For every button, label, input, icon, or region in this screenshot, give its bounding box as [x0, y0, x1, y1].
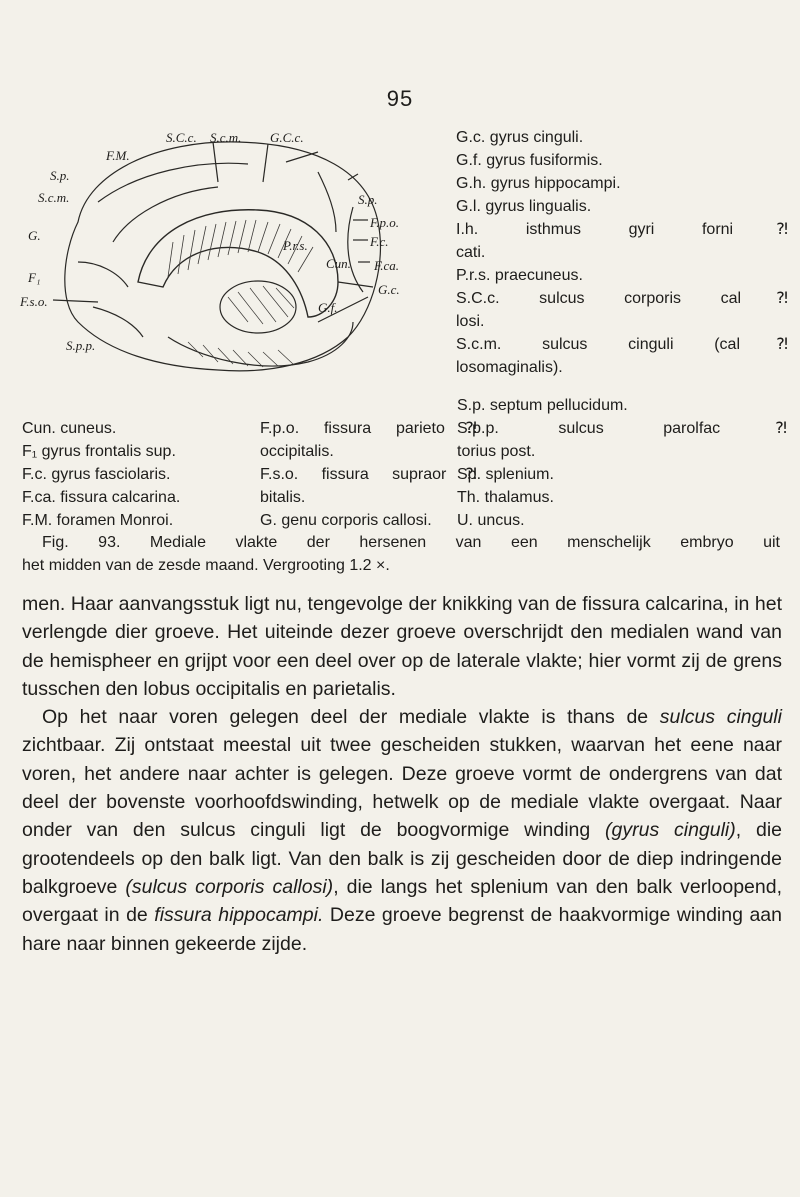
legend-entry: G.c. gyrus cinguli. [456, 129, 584, 146]
legend-entry-cont: losi. [456, 313, 485, 330]
fig-label-cun: Cun. [326, 256, 351, 271]
fig-label-gcc: G.C.c. [270, 130, 304, 145]
fig-label-sp-left: S.p. [50, 168, 70, 183]
legend-row: S.p.p. sulcus parolfac⁈ [457, 420, 787, 437]
legend-entry: S.c.m. sulcus cinguli (cal⁈ [456, 336, 788, 353]
figure-caption [22, 531, 780, 577]
legend-row: F₁ gyrus frontalis sup. [22, 443, 176, 460]
fig-label-fc: F.c. [370, 234, 389, 249]
legend-entry-cont: losomaginalis). [456, 359, 563, 376]
body-text [22, 590, 782, 958]
legend-row: S.p. septum pellucidum. [457, 397, 628, 414]
legend-row: Cun. cuneus. [22, 420, 117, 437]
legend-entry-cont: cati. [456, 244, 486, 261]
legend-row: Sp. splenium. [457, 466, 554, 483]
fig-label-gc: G.c. [378, 282, 400, 297]
brain-figure [18, 112, 443, 402]
legend-row: G. genu corporis callosi. [260, 512, 432, 529]
legend-entry: I.h. isthmus gyri forni⁈ [456, 221, 788, 238]
fig-label-sp-right: S.p. [358, 192, 378, 207]
legend-column-1 [22, 417, 257, 532]
legend-row: U. uncus. [457, 512, 525, 529]
legend-column-2 [260, 417, 477, 532]
fig-label-fm: F.M. [106, 148, 130, 163]
fig-label-spp: S.p.p. [66, 338, 96, 353]
fig-label-gf: G.f. [318, 300, 338, 315]
fig-label-g-left: G. [28, 228, 41, 243]
caption-line-1: Fig. 93. Mediale vlakte der hersenen van een menschelijk embryo uit [42, 534, 780, 551]
legend-row: F.M. foramen Monroi. [22, 512, 174, 529]
legend-right [456, 126, 788, 379]
legend-column-3 [457, 394, 787, 532]
legend-row: F.ca. fissura calcarina. [22, 489, 181, 506]
caption-line-2: het midden van de zesde maand. Vergrooting 1.2 ×. [22, 557, 390, 574]
legend-row: F.s.o. fissura supraor⁈ [260, 466, 477, 483]
fig-label-fso: F.s.o. [20, 294, 48, 309]
fig-label-prs: P.r.s. [283, 238, 308, 253]
fig-label-fpo: F.p.o. [370, 215, 400, 230]
legend-entry: G.f. gyrus fusiformis. [456, 152, 603, 169]
legend-entry: S.C.c. sulcus corporis cal⁈ [456, 290, 788, 307]
paragraph-2: Op het naar voren gelegen deel der mediale vlakte is thans de sulcus cinguli zichtbaar. Zij ontstaat meestal uit twee gescheiden stukken, waarvan het eene naar voren, het andere naar achter is gelegen. Deze groeve vormt de ondergrens van dat deel der bovenste voorhoofdswinding, hetwelk op de mediale vlakte overgaat. Naar onder van den sulcus cinguli ligt de boogvormige winding (gyrus cinguli), die grootendeels op den balk ligt. Van den balk is zij gescheiden door de diep indringende balkgroeve (sulcus corporis callosi), die langs het splenium van den balk verloopend, overgaat in de fissura hippocampi. Deze groeve begrenst de haakvormige winding aan hare naar binnen gekeerde zijde. [22, 706, 782, 955]
legend-row: occipitalis. [260, 443, 334, 460]
legend-entry: G.l. gyrus lingualis. [456, 198, 592, 215]
legend-row: bitalis. [260, 489, 306, 506]
fig-label-scc: S.C.c. [166, 130, 197, 145]
fig-label-fca: F.ca. [374, 258, 400, 273]
brain-drawing [18, 112, 443, 402]
fig-label-scm-left: S.c.m. [38, 190, 70, 205]
fig-label-scm: S.c.m. [210, 130, 242, 145]
legend-row: torius post. [457, 443, 536, 460]
fig-label-f1: F₁ [28, 270, 41, 285]
legend-entry: G.h. gyrus hippocampi. [456, 175, 621, 192]
paragraph-1: men. Haar aanvangsstuk ligt nu, tengevolge der knikking van de fissura calcarina, in het verlengde dier groeve. Het uiteinde dezer groeve overschrijdt den medialen wand van de hemispheer en grijpt voor een deel over op de laterale vlakte; hier vormt zij de grens tusschen den lobus occipitalis en parietalis. [22, 593, 782, 700]
legend-row: Th. thalamus. [457, 489, 554, 506]
legend-row: F.c. gyrus fasciolaris. [22, 466, 171, 483]
legend-entry: P.r.s. praecuneus. [456, 267, 583, 284]
page-number: 95 [386, 86, 414, 111]
legend-row: F.p.o. fissura parieto⁈ [260, 420, 477, 437]
